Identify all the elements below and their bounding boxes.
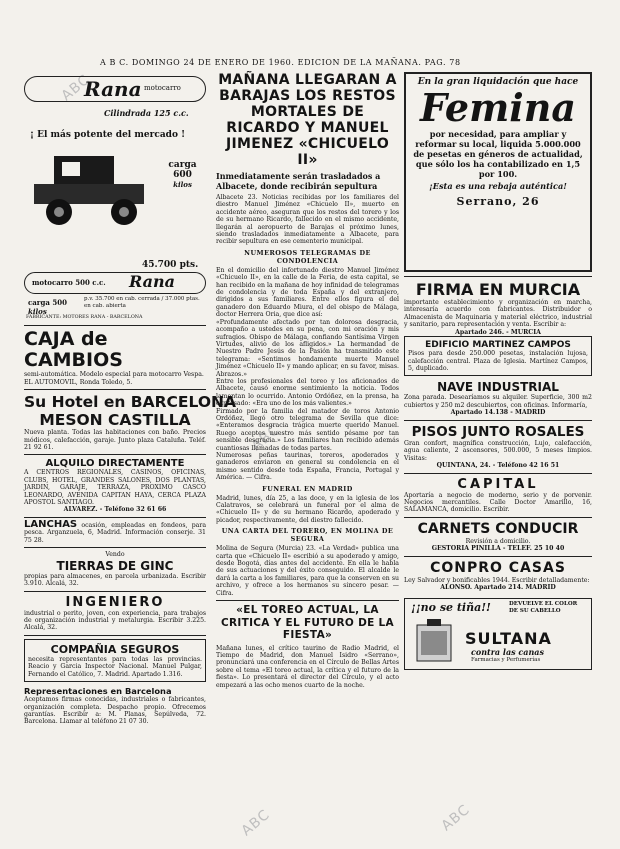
pisos-ad xyxy=(404,424,592,470)
tierras-text: propias para almacenes, en parcela urbanizada. Escribir 3.910. Alcalá, 32. xyxy=(24,572,206,588)
femina-ad xyxy=(404,72,592,272)
rana-type2: motocarro 500 c.c. xyxy=(32,278,106,287)
sultana-ad xyxy=(404,598,592,670)
sultana-slogan: ¡¡no se tiña!! xyxy=(411,601,491,615)
sultana-product: SULTANA xyxy=(465,629,552,649)
nave-ad xyxy=(404,380,592,416)
hotel-text: Nueva planta. Todas las habitaciones con baño. Precios módicos, calefacción, garaje. Junto plaza Cataluña. Teléf. 21 92 61. xyxy=(24,429,206,451)
column-right xyxy=(404,72,592,842)
lanchas-text: ocasión, empleadas en fondeos, para pesca. Arganzuela, 6, Madrid. Información conserje. 31 75 28. xyxy=(24,522,207,544)
article-p7: Madrid, lunes, día 25, a las doce, y en la iglesia de los Calatravos, se celebrará un funeral por el alma de «Chicuelo II» y de su hermano Ricardo, apoderado y picador, respectivamente, del diestro fallecido. xyxy=(216,494,399,524)
carnets-title: CARNETS CONDUCIR xyxy=(417,520,579,537)
pisos-text: Gran confort, magnífica construcción, Lujo, calefacción, agua caliente, 2 ascensores, 500.000, 5 meses limpios. Visitas: xyxy=(404,439,592,462)
capital-title: CAPITAL xyxy=(457,476,539,492)
femina-logo: Femina xyxy=(420,85,576,130)
nave-title: NAVE INDUSTRIAL xyxy=(437,380,559,395)
headline-intro: Inmediatamente serán trasladados a Albacete, donde recibirán sepultura xyxy=(216,171,381,191)
hair-dye-bottle-image xyxy=(413,619,455,663)
subhead-telegramas: NUMEROSOS TELEGRAMAS DE CONDOLENCIA xyxy=(244,248,371,265)
subhead-carta: UNA CARTA DEL TORERO, EN MOLINA DE SEGURA xyxy=(221,527,394,544)
nave-text: Zona parada. Desearíamos su alquiler. Superficie, 300 m2 cubiertos y 250 m2 descubiertos, con oficinas. Informaría, xyxy=(404,394,592,409)
article-p6: Numerosas peñas taurinas, toreros, apoderados y ganaderos enviaron en general su condolencia en el mismo sentido desde toda España, Francia, Portugal y América. — Cifra. xyxy=(216,452,399,482)
article-p2: En el domicilio del infortunado diestro Manuel Jiménez «Chicuelo II», en la calle de la Feria, de esta capital, se han recibido en la mañana de hoy infinidad de telegramas de condolencia y de toda España y del extranjero, dirigidos a sus familiares. Entre ellos figura el del ganadero don Eduardo Miura, el del obispo de Málaga, doctor Herrera Oria, que dice así: xyxy=(216,266,399,319)
second-headline: «EL TOREO ACTUAL, LA CRITICA Y EL FUTURO DE LA FIESTA» xyxy=(221,604,394,642)
carnets-contact: GESTORIA PINILLA - TELEF. 25 10 40 xyxy=(431,545,565,553)
article-p3: «Profundamente afectado por tan dolorosa desgracia, acompaño a ustedes en su pena, con mi oración y mis sufragios. Obispo de Málaga, confiando Santísima Virgen Virtudes, alivio de los afligidos.» La hermandad de Nuestro Padre Jesús de la Pasión ha transmitido este telegrama: «Sentimos hondamente muerte Manuel Jiménez «Chicuelo II» y mando aplicar, en su favor, misas. Abrazos.» xyxy=(216,318,399,378)
tierras-ad xyxy=(24,551,206,587)
motocarro-image xyxy=(34,144,154,234)
hotel-title-2: MESON CASTILLA xyxy=(39,411,191,430)
compania-title: COMPAÑIA SEGUROS xyxy=(50,642,180,656)
carnets-text: Revisión a domicilio. xyxy=(465,537,531,545)
firma-murcia-title: FIRMA EN MURCIA xyxy=(415,280,581,299)
alquilo-text: A CENTROS REGIONALES, CASINOS, OFICINAS, CLUBS, HOTEL, GRANDES SALONES, DOS PLANTAS, JARDIN, GARAJE, TERRAZA, PROXIMO CASCO LEONARDO, AVENIDA CAPITAN HAYA, CERCA PLAZA APOSTOL SANTIAGO. xyxy=(24,469,206,507)
article-p1: Albacete 23. Noticias recibidas por los familiares del diestro Manuel Jiménez «Chicuelo II», muerto en accidente aéreo, aseguran que los restos del torero y los de su hermano Ricardo, fallecido en el mismo accidente, llegarán al aeropuerto de Barajas el próximo lunes, siendo trasladados inmediatamente a Albacete, para recibir sepultura en ese cementerio municipal. xyxy=(216,194,399,246)
main-headline: MAÑANA LLEGARAN A BARAJAS LOS RESTOS MORTALES DE RICARDO Y MANUEL JIMENEZ «CHICUELO II» xyxy=(218,72,397,168)
femina-address: Serrano, 26 xyxy=(456,195,540,208)
column-center xyxy=(216,72,399,842)
firma-murcia-ad xyxy=(404,280,592,336)
hotel-title-1: Su Hotel en BARCELONA xyxy=(24,393,236,412)
rana-ad xyxy=(24,72,206,322)
ingeniero-title: INGENIERO xyxy=(65,594,165,610)
watermark: ABC xyxy=(438,801,474,835)
ingeniero-ad xyxy=(24,595,206,632)
ingeniero-text: industrial o perito, joven, con experiencia, para trabajos de organización industrial y metalurgia. Escribir 3.225. Alcalá, 32. xyxy=(24,609,206,632)
representaciones-ad xyxy=(24,686,206,726)
rana-price2-note: p.v. 35.700 en cab. cerrada / 37.000 ptas. en cab. abierta xyxy=(84,296,200,309)
subhead-funeral: FUNERAL EN MADRID xyxy=(262,484,353,493)
firma-murcia-contact: Apartado 246. - MURCIA xyxy=(455,328,541,336)
rana-type: motocarro xyxy=(144,84,181,92)
rana-engine: Cilindrada 125 c.c. xyxy=(104,108,189,118)
edificio-text: Pisos para desde 250.000 pesetas, instalación lujosa, calefacción central. Plaza de Iglesia. Martínez Campos, 5, duplicado. xyxy=(408,350,588,373)
compania-ad xyxy=(24,639,206,682)
article-p8: Molina de Segura (Murcia) 23. «La Verdad» publica una carta que «Chicuelo II» escribió a su apoderado y amigo, desde Bogotá, días antes del accidente. En ella le habla de sus actuaciones y del éxito conseguido. El alcalde le dará la carta a los familiares, para que la conserven en su archivo, y ofrece a los hermanos su sincero pesar. — Cifra. xyxy=(216,545,399,597)
article-p5: Firmado por la familia del matador de toros Antonio Ordóñez, llegó otro telegrama de Sevilla que dice: «Enteramos desgracia trágica muerte querido Manuel. Ruego aceptes nuestro más sentido pésame por tan sensible desgracia.» Los familiares han recibido además cuantiosas llamadas de todas partes. xyxy=(216,407,399,452)
edificio-title: EDIFICIO MARTINEZ CAMPOS xyxy=(425,340,571,351)
carnets-ad xyxy=(404,521,592,553)
rana-price1: 45.700 pts. xyxy=(142,260,199,270)
article-p9: Mañana lunes, el crítico taurino de Radio Madrid, el Tiempo de Madrid, don Manuel Isidro «Serrano», pronunciará una conferencia en el Círculo de Bellas Artes sobre el tema «El toreo actual, la crítica y el futuro de la fiesta». Lo presentará el director del Círculo, y el acto empezará a las ocho menos cuarto de la noche. xyxy=(216,644,399,689)
rana-dealer: FABRICANTE: MOTORES RANA - BARCELONA xyxy=(26,315,143,320)
hotel-ad xyxy=(24,393,236,451)
pisos-title: PISOS JUNTO ROSALES xyxy=(411,423,585,440)
sultana-tagline: contra las canas xyxy=(471,647,544,658)
watermark: ABC xyxy=(248,421,284,455)
caja-cambios-text: semi-automática. Modelo especial para motocarro Vespa. EL AUTOMOVIL, Ronda Toledo, 5. xyxy=(24,371,204,386)
femina-line1: En la gran liquidación que hace xyxy=(417,77,579,87)
femina-text2: ¡Esta es una rebaja auténtica! xyxy=(429,181,567,191)
tierras-kicker: Vendo xyxy=(105,551,125,559)
watermark: ABC xyxy=(238,806,274,840)
alquilo-contact: ALVAREZ. - Teléfono 32 61 66 xyxy=(63,506,167,514)
compro-text: Ley Salvador y bonificables 1944. Escribir detalladamente: xyxy=(404,577,590,585)
alquilo-ad xyxy=(24,458,206,514)
rana-logo: Rana xyxy=(84,77,142,101)
alquilo-title: ALQUILO DIRECTAMENTE xyxy=(45,458,185,470)
watermark: ABC xyxy=(58,71,94,105)
lanchas-ad xyxy=(24,521,206,544)
nave-contact: Apartado 14.138 - MADRID xyxy=(450,409,546,417)
caja-cambios-ad xyxy=(24,329,206,386)
firma-murcia-text: importante establecimiento y organización en marcha, interesaría acuerdo con fabricantes. Distribuidor o Almacenista de Maquinaria y material eléctrico, industrial y sanitario, para representación y venta. Escribir a: xyxy=(404,299,592,329)
compania-text: necesita representantes para todas las provincias. Reacio y Garcia Inspector Nacional. Manuel Pulgar, Fernando el Católico, 7. Madrid. Apartado 1.316. xyxy=(28,655,202,678)
lanchas-title: LANCHAS xyxy=(24,519,78,531)
rana-load1: carga 600 kilos xyxy=(168,160,197,189)
edificio-ad xyxy=(404,336,592,376)
capital-text: Aportaría a negocio de moderno, serio y de porvenir. Negocios mercantiles. Calle Doctor Amarillo, 16, SALAMANCA, domicilio. Escribir. xyxy=(404,491,592,514)
femina-text1: por necesidad, para ampliar y reformar su local, liquida 5.000.000 de pesetas en géneros de actualidad, que sólo los ha contabilizado en 1,5 por 100. xyxy=(413,129,583,179)
caja-cambios-title: CAJA de CAMBIOS xyxy=(24,328,123,371)
sultana-right-text: DEVUELVE EL COLOR DE SU CABELLO xyxy=(509,601,578,614)
pisos-contact: QUINTANA, 24. - Teléfono 42 16 51 xyxy=(436,462,560,470)
representaciones-text: Aceptamos firmas conocidas, industriales o fabricantes, organización completa. Despacho propio. Ofrecemos garantías. Escribir a: M. Planas, Sepúlveda, 72. Barcelona. Llamar al teléfono 21 07 30. xyxy=(24,696,206,726)
tierras-title: TIERRAS DE GINC xyxy=(56,558,174,573)
rana-load2: carga 500 kilos xyxy=(28,298,67,316)
sultana-footer: Farmacias y Perfumerías xyxy=(471,657,541,664)
rana-logo-2: Rana xyxy=(129,272,176,291)
compro-contact: ALONSO. Apartado 214. MADRID xyxy=(440,584,556,592)
rana-slogan: ¡ El más potente del mercado ! xyxy=(30,130,186,140)
compro-ad xyxy=(404,560,592,592)
compro-title: CONPRO CASAS xyxy=(430,560,566,577)
article-p4: Entre los profesionales del toreo y los aficionados de Albacete, causó enorme sentimiento la noticia. Todos lamentan lo ocurrido. Antonio Ordóñez, en la prensa, ha expresado: «Era uno de los más valientes.» xyxy=(216,377,399,408)
representaciones-title: Representaciones en Barcelona xyxy=(24,686,172,697)
capital-ad xyxy=(404,477,592,514)
column-left xyxy=(24,72,236,842)
page-header: A B C. DOMINGO 24 DE ENERO DE 1960. EDICION DE LA MAÑANA. PAG. 78 xyxy=(100,58,461,67)
